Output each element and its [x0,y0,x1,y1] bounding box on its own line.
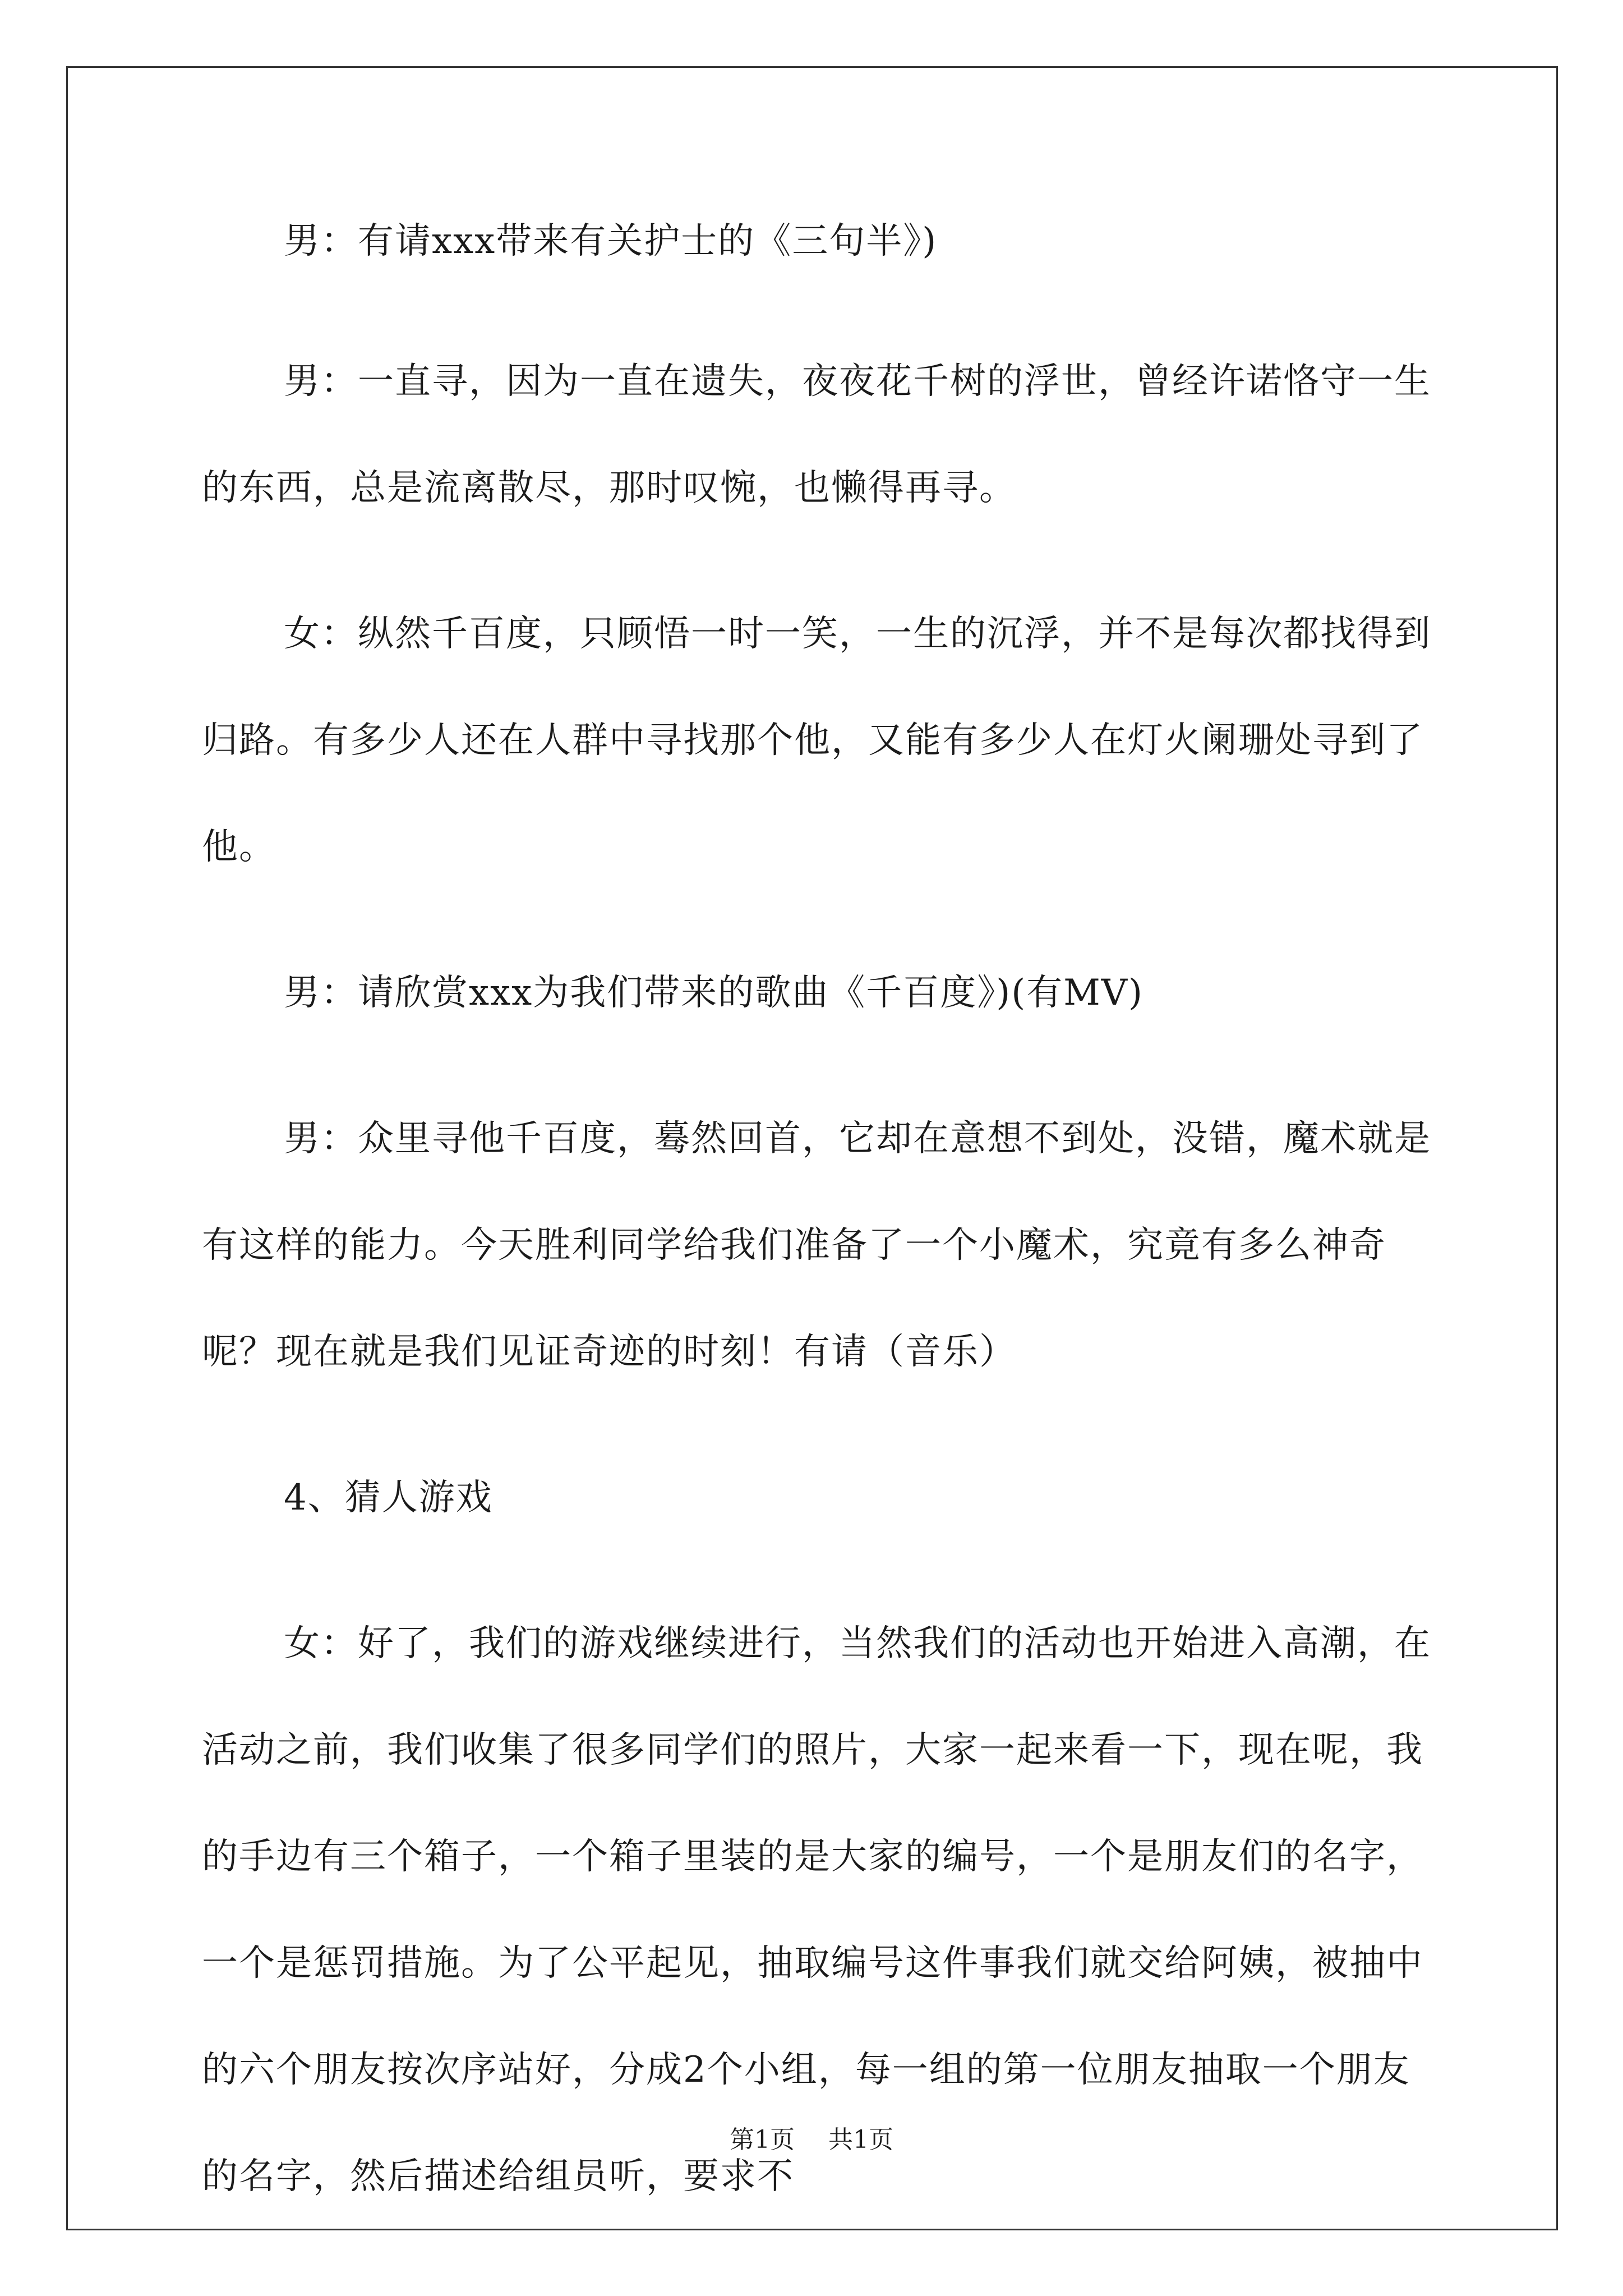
paragraph-2: 男：一直寻，因为一直在遗失，夜夜花千树的浮世，曾经许诺恪守一生的东西，总是流离散尽，那时叹惋，也懒得再寻。 [202,361,1431,509]
page-footer [0,2119,1623,2155]
document-body [202,222,1436,2269]
paragraph-5: 男：众里寻他千百度，蓦然回首，它却在意想不到处，没错，魔术就是有这样的能力。今天胜利同学给我们准备了一个小魔术，究竟有多么神奇呢？现在就是我们见证奇迹的时刻！有请（音乐） [202,1118,1431,1373]
paragraph-1: 男：有请xxx带来有关护士的《三句半》) [284,220,938,262]
paragraph-4: 男：请欣赏xxx为我们带来的歌曲《千百度》)(有MV) [284,972,1144,1014]
page-number: 第1页 [730,2125,795,2154]
section-heading: 4、猜人游戏 [284,1477,493,1519]
paragraph-3: 女：纵然千百度，只顾悟一时一笑，一生的沉浮，并不是每次都找得到归路。有多少人还在人群中寻找那个他，又能有多少人在灯火阑珊处寻到了他。 [202,613,1431,868]
page-total: 共1页 [828,2125,893,2154]
paragraph-7: 女：好了，我们的游戏继续进行，当然我们的活动也开始进入高潮，在活动之前，我们收集了很多同学们的照片，大家一起来看一下，现在呢，我的手边有三个箱子，一个箱子里装的是大家的编号，一个是朋友们的名字，一个是惩罚措施。为了公平起见，抽取编号这件事我们就交给阿姨，被抽中的六个朋友按次序站好，分成2个小组，每一组的第一位朋友抽取一个朋友的名字，然后描述给组员听，要求不 [202,1623,1431,2197]
